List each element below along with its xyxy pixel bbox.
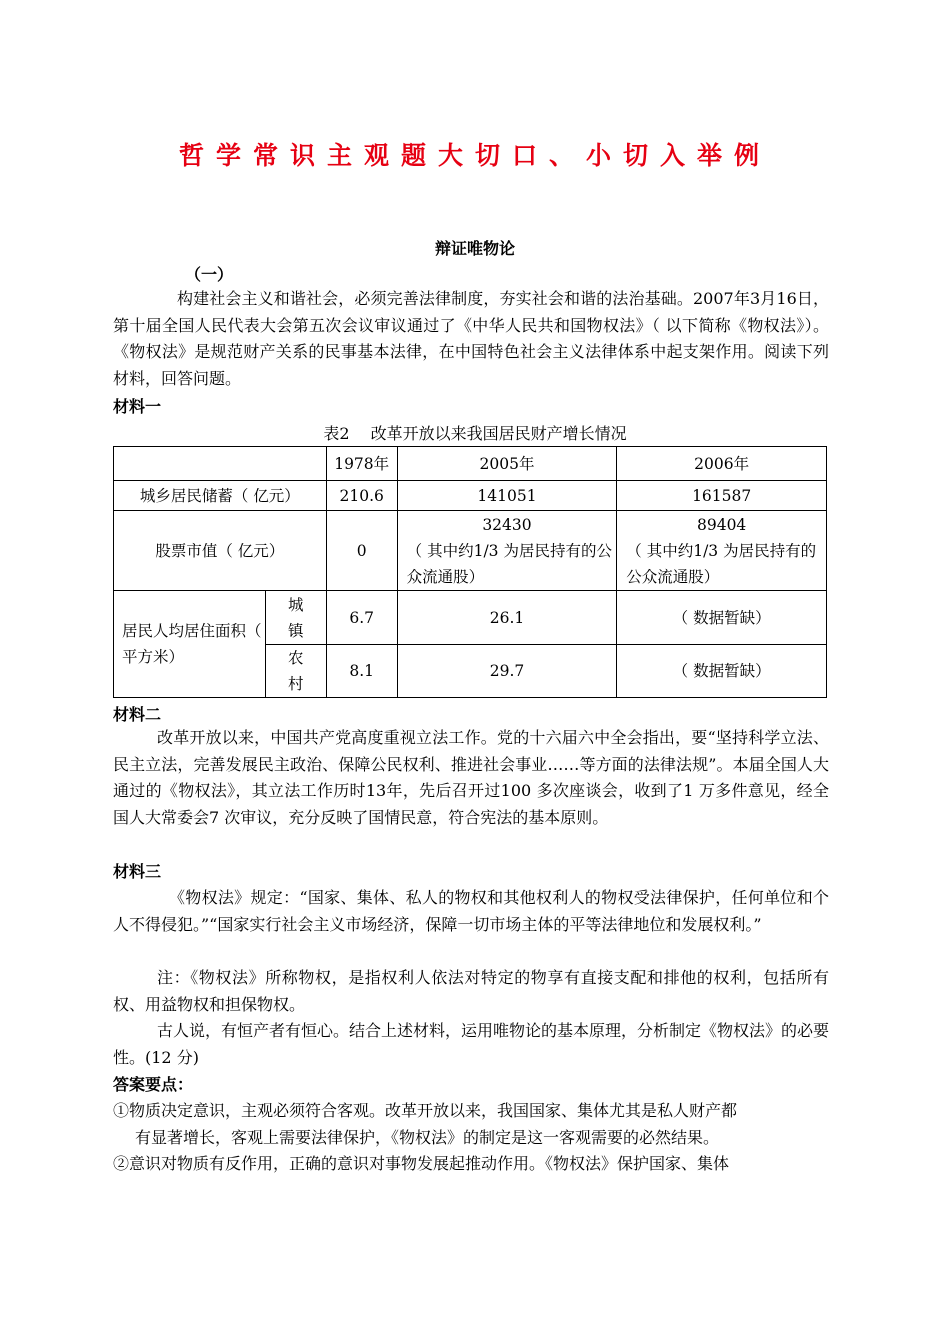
material3-paragraph: 《物权法》规定：“国家、集体、私人的物权和其他权利人的物权受法律保护，任何单位和个人不得侵犯。”“国家实行社会主义市场经济，保障一切市场主体的平等法律地位和发展权利。” bbox=[113, 888, 829, 934]
answer-label: 答案要点： bbox=[113, 1075, 194, 1094]
row-label-savings: 城乡居民储蓄（ 亿元） bbox=[114, 481, 327, 511]
property-growth-table bbox=[113, 446, 827, 698]
housing-urban-label: 城镇 bbox=[265, 591, 326, 645]
sub-title: （一） bbox=[185, 265, 234, 284]
note-paragraph: 注：《物权法》所称物权，是指权利人依法对特定的物享有直接支配和排他的权利，包括所有权、用益物权和担保物权。 bbox=[113, 968, 829, 1014]
table-row-stock bbox=[114, 511, 827, 591]
housing-rural-label: 农村 bbox=[265, 645, 326, 698]
header-2006: 2006年 bbox=[617, 447, 827, 481]
row-label-stock: 股票市值（ 亿元） bbox=[114, 511, 327, 591]
header-2005: 2005年 bbox=[397, 447, 617, 481]
material1-label: 材料一 bbox=[113, 397, 162, 416]
housing-rural-2005: 29.7 bbox=[397, 645, 617, 698]
savings-2006: 161587 bbox=[617, 481, 827, 511]
material3-label: 材料三 bbox=[113, 862, 162, 881]
stock-2005-note: （ 其中约1/3 为居民持有的公众流通股） bbox=[406, 541, 612, 586]
answer-point-1 bbox=[113, 1098, 829, 1151]
table-caption: 表2 改革开放以来我国居民财产增长情况 bbox=[323, 424, 627, 443]
stock-1978: 0 bbox=[326, 511, 397, 591]
material2-paragraph: 改革开放以来，中国共产党高度重视立法工作。党的十六届六中全会指出，要“坚持科学立法、民主立法，完善发展民主政治、保障公民权利、推进社会事业……等方面的法律法规”。本届全国人大通过的《物权法》，其立法工作历时13年，先后召开过100 多次座谈会，收到了1 万多件意见，经全国人大常委会7 次审议，充分反映了国情民意，符合宪法的基本原则。 bbox=[113, 728, 829, 827]
answer-2-line-1: ②意识对物质有反作用，正确的意识对事物发展起推动作用。《物权法》保护国家、集体 bbox=[113, 1154, 730, 1173]
material2-label: 材料二 bbox=[113, 705, 162, 724]
answer-1-line-1: ①物质决定意识，主观必须符合客观。改革开放以来，我国国家、集体尤其是私人财产都 bbox=[113, 1101, 738, 1120]
stock-2005-cell bbox=[397, 511, 617, 591]
header-empty-cell bbox=[114, 447, 327, 481]
stock-2006-note: （ 其中约1/3 为居民持有的公众流通股） bbox=[626, 541, 817, 586]
table-row-housing-urban bbox=[114, 591, 827, 645]
stock-2006-value: 89404 bbox=[696, 515, 747, 534]
housing-rural-1978: 8.1 bbox=[326, 645, 397, 698]
housing-urban-2006: （ 数据暂缺） bbox=[617, 591, 827, 645]
answer-point-2 bbox=[113, 1151, 829, 1178]
intro-paragraph: 构建社会主义和谐社会，必须完善法律制度，夯实社会和谐的法治基础。2007年3月16日，第十届全国人民代表大会第五次会议审议通过了《中华人民共和国物权法》（ 以下简称《物权法》）。《物权法》是规范财产关系的民事基本法律，在中国特色社会主义法律体系中起支架作用。阅读下列材料，回答问题。 bbox=[113, 289, 829, 388]
housing-rural-2006: （ 数据暂缺） bbox=[617, 645, 827, 698]
table-row-savings bbox=[114, 481, 827, 511]
question-paragraph: 古人说，有恒产者有恒心。结合上述材料，运用唯物论的基本原理，分析制定《物权法》的必要性。(12 分) bbox=[113, 1021, 830, 1067]
stock-2005-value: 32430 bbox=[482, 515, 532, 534]
savings-2005: 141051 bbox=[397, 481, 617, 511]
stock-2006-cell bbox=[617, 511, 827, 591]
table-header-row bbox=[114, 447, 827, 481]
housing-urban-1978: 6.7 bbox=[326, 591, 397, 645]
header-1978: 1978年 bbox=[326, 447, 397, 481]
housing-urban-2005: 26.1 bbox=[397, 591, 617, 645]
answer-1-line-2: 有显著增长，客观上需要法律保护，《物权法》的制定是这一客观需要的必然结果。 bbox=[135, 1127, 720, 1147]
page-title: 哲学常识主观题大切口、小切入举例 bbox=[178, 141, 771, 170]
row-label-housing: 居民人均居住面积（ 平方米） bbox=[114, 591, 266, 698]
savings-1978: 210.6 bbox=[326, 481, 397, 511]
section-title: 辩证唯物论 bbox=[434, 239, 515, 258]
